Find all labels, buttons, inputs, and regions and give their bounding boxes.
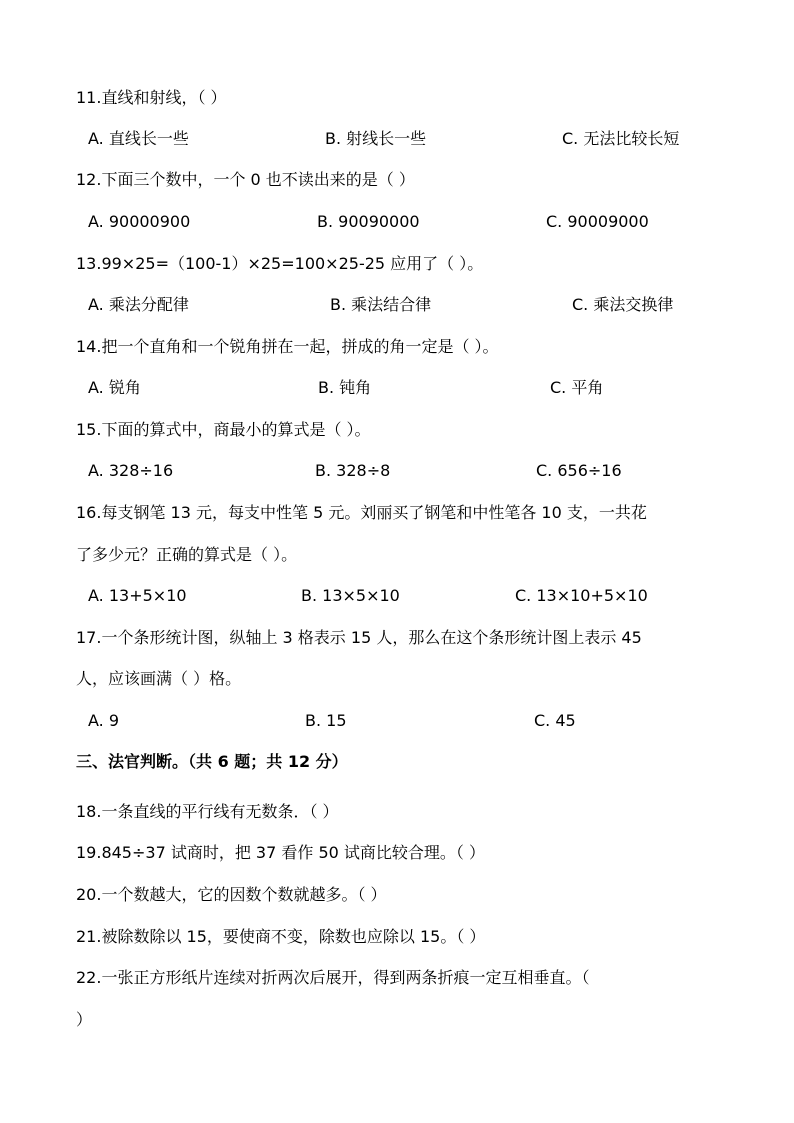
question-14-option-b: B. 钝角 — [318, 378, 372, 397]
section-3-heading: 三、法官判断。（共 6 题；共 12 分） — [76, 752, 348, 771]
question-15-option-a: A. 328÷16 — [88, 461, 174, 480]
question-13-option-a: A. 乘法分配律 — [88, 295, 189, 314]
question-17-option-c: C. 45 — [534, 711, 576, 730]
question-12-option-c: C. 90009000 — [546, 212, 649, 231]
question-16-option-b: B. 13×5×10 — [301, 586, 400, 605]
question-17-stem-line-1: 17.一个条形统计图，纵轴上 3 格表示 15 人，那么在这个条形统计图上表示 45 — [76, 628, 642, 647]
question-17-stem-line-2: 人，应该画满（ ）格。 — [76, 669, 242, 688]
question-11-option-b: B. 射线长一些 — [325, 129, 427, 148]
question-15-option-c: C. 656÷16 — [536, 461, 622, 480]
question-12-stem: 12.下面三个数中，一个 0 也不读出来的是（ ） — [76, 170, 415, 189]
question-17-option-a: A. 9 — [88, 711, 120, 730]
question-20: 20.一个数越大，它的因数个数就越多。（ ） — [76, 885, 387, 904]
question-12-option-a: A. 90000900 — [88, 212, 191, 231]
question-13-stem: 13.99×25=（100-1）×25=100×25-25 应用了（ ）。 — [76, 254, 484, 273]
question-14-option-c: C. 平角 — [550, 378, 604, 397]
question-22-line-1: 22.一张正方形纸片连续对折两次后展开，得到两条折痕一定互相垂直。（ — [76, 968, 590, 987]
question-16-option-a: A. 13+5×10 — [88, 586, 187, 605]
question-11-stem: 11.直线和射线，（ ） — [76, 88, 227, 107]
question-11-option-a: A. 直线长一些 — [88, 129, 189, 148]
question-16-stem-line-2: 了多少元？正确的算式是（ ）。 — [76, 545, 298, 564]
question-21: 21.被除数除以 15，要使商不变，除数也应除以 15。（ ） — [76, 927, 486, 946]
question-14-stem: 14.把一个直角和一个锐角拼在一起，拼成的角一定是（ ）。 — [76, 337, 499, 356]
question-11-option-c: C. 无法比较长短 — [562, 129, 680, 148]
question-17-option-b: B. 15 — [305, 711, 347, 730]
question-14-option-a: A. 锐角 — [88, 378, 141, 397]
question-15-option-b: B. 328÷8 — [315, 461, 391, 480]
question-13-option-b: B. 乘法结合律 — [330, 295, 432, 314]
question-16-stem-line-1: 16.每支钢笔 13 元，每支中性笔 5 元。刘丽买了钢笔和中性笔各 10 支，一共花 — [76, 503, 647, 522]
question-19: 19.845÷37 试商时，把 37 看作 50 试商比较合理。（ ） — [76, 843, 485, 862]
question-22-line-2: ） — [76, 1010, 93, 1029]
question-12-option-b: B. 90090000 — [317, 212, 420, 231]
question-18: 18.一条直线的平行线有无数条．（ ） — [76, 802, 339, 821]
question-15-stem: 15.下面的算式中，商最小的算式是（ ）。 — [76, 420, 371, 439]
question-13-option-c: C. 乘法交换律 — [572, 295, 674, 314]
question-16-option-c: C. 13×10+5×10 — [515, 586, 648, 605]
